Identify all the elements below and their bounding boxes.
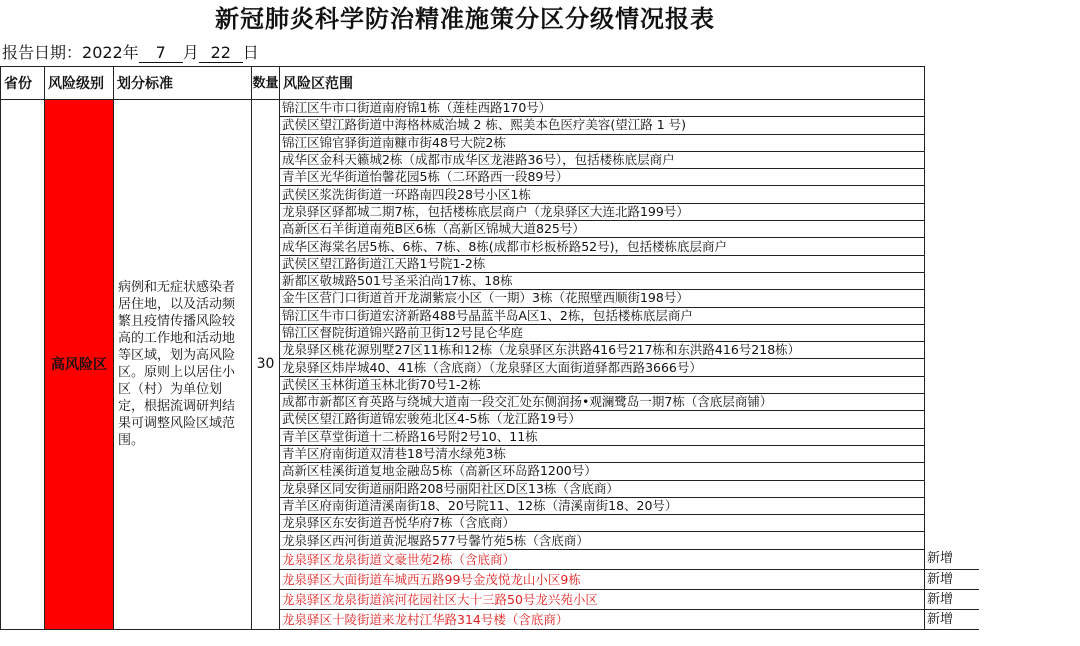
new-tag: 新增 [925,609,979,629]
risk-area-item: 龙泉驿区桃花源别墅27区11栋和12栋（龙泉驿区东洪路416号217栋和东洪路416号218栋） [280,342,925,359]
blank-cell [925,428,979,445]
blank-cell [925,463,979,480]
risk-area-item: 高新区石羊街道南苑B区6栋（高新区锦城大道825号） [280,221,925,238]
province-cell [1,100,45,630]
report-year-suffix: 年 [122,43,139,62]
risk-area-item: 锦江区锦官驿街道南糠市街48号大院2栋 [280,134,925,151]
table-header-row [1,67,979,100]
risk-level-cell: 高风险区 [45,100,114,630]
risk-area-item: 金牛区营门口街道首开龙湖紫宸小区（一期）3栋（花照壁西顺街198号） [280,290,925,307]
blank-cell [925,151,979,168]
blank-cell [925,255,979,272]
blank-cell [925,290,979,307]
risk-area-item: 武侯区望江路街道锦宏骏苑北区4-5栋（龙江路19号） [280,411,925,428]
report-date-label: 报告日期： [2,43,83,62]
blank-cell [925,376,979,393]
report-year: 2022 [82,43,123,62]
risk-area-item: 龙泉驿区同安街道丽阳路208号丽阳社区D区13栋（含底商） [280,480,925,497]
blank-cell [925,359,979,376]
risk-area-item: 成华区海棠名居5栋、6栋、7栋、8栋(成都市杉板桥路52号)，包括楼栋底层商户 [280,238,925,255]
report-day-suffix: 日 [242,43,259,62]
new-tag: 新增 [925,549,979,569]
blank-cell [925,272,979,289]
risk-area-item: 锦江区牛市口街道宏济新路488号晶蓝半岛A区1、2栋，包括楼栋底层商户 [280,307,925,324]
header-areas: 风险区范围 [280,67,925,100]
blank-cell [925,134,979,151]
blank-cell [925,342,979,359]
risk-area-item: 龙泉驿区西河街道黄泥堰路577号馨竹苑5栋（含底商） [280,532,925,549]
new-risk-area-item: 龙泉驿区龙泉街道滨河花园社区大十三路50号龙兴苑小区 [280,589,925,609]
report-date [2,42,259,64]
page-title: 新冠肺炎科学防治精准施策分区分级情况报表 [215,5,715,33]
blank-cell [925,307,979,324]
risk-area-item: 青羊区草堂街道十二桥路16号附2号10、11栋 [280,428,925,445]
header-count: 数量 [252,67,280,100]
risk-area-item: 龙泉驿区炜岸城40、41栋（含底商）（龙泉驿区大面街道驿都西路3666号） [280,359,925,376]
risk-area-item: 锦江区督院街道锦兴路前卫街12号昆仑华庭 [280,324,925,341]
blank-cell [925,221,979,238]
report-month: 7 [139,44,183,63]
risk-area-item: 龙泉驿区东安街道吾悦华府7栋（含底商） [280,515,925,532]
risk-area-item: 武侯区浆洗街街道一环路南四段28号小区1栋 [280,186,925,203]
risk-area-item: 青羊区府南街道双清巷18号清水绿苑3栋 [280,445,925,462]
table-row [1,100,979,117]
risk-area-item: 武侯区望江路街道江天路1号院1-2栋 [280,255,925,272]
new-tag: 新增 [925,589,979,609]
header-blank [925,67,979,100]
new-tag: 新增 [925,569,979,589]
blank-cell [925,238,979,255]
blank-cell [925,394,979,411]
blank-cell [925,532,979,549]
blank-cell [925,203,979,220]
risk-area-item: 成华区金科天籁城2栋（成都市成华区龙港路36号），包括楼栋底层商户 [280,151,925,168]
blank-cell [925,497,979,514]
blank-cell [925,445,979,462]
risk-area-item: 武侯区望江路街道中海格林威治城 2 栋、熙美本色医疗美容(望江路 1 号) [280,117,925,134]
risk-area-item: 青羊区光华街道怡馨花园5栋（二环路西一段89号） [280,169,925,186]
blank-cell [925,411,979,428]
blank-cell [925,117,979,134]
blank-cell [925,169,979,186]
header-level: 风险级别 [45,67,114,100]
report-month-suffix: 月 [182,43,199,62]
header-criteria: 划分标准 [114,67,252,100]
new-risk-area-item: 龙泉驿区十陵街道来龙村江华路314号楼（含底商） [280,609,925,629]
header-province: 省份 [1,67,45,100]
risk-area-item: 高新区桂溪街道复地金融岛5栋（高新区环岛路1200号） [280,463,925,480]
blank-cell [925,515,979,532]
risk-area-item: 武侯区玉林街道玉林北街70号1-2栋 [280,376,925,393]
report-day: 22 [199,44,243,63]
blank-cell [925,324,979,341]
risk-area-item: 龙泉驿区驿都城二期7栋，包括楼栋底层商户（龙泉驿区大连北路199号） [280,203,925,220]
risk-area-item: 新都区敬城路501号圣采泊尚17栋、18栋 [280,272,925,289]
blank-cell [925,100,979,117]
risk-area-item: 成都市新都区育英路与绕城大道南一段交汇处东侧润扬•观澜鹭岛一期7栋（含底层商铺） [280,394,925,411]
risk-area-item: 青羊区府南街道清溪南街18、20号院11、12栋（清溪南街18、20号） [280,497,925,514]
new-risk-area-item: 龙泉驿区龙泉街道文豪世苑2栋（含底商） [280,549,925,569]
criteria-cell: 病例和无症状感染者居住地，以及活动频繁且疫情传播风险较高的工作地和活动地等区域，划为高风险区。原则上以居住小区（村）为单位划定，根据流调研判结果可调整风险区域范围。 [114,100,252,630]
new-risk-area-item: 龙泉驿区大面街道车城西五路99号金茂悦龙山小区9栋 [280,569,925,589]
risk-area-item: 锦江区牛市口街道南府锦1栋（莲桂西路170号） [280,100,925,117]
count-cell: 30 [252,100,280,630]
risk-area-table [0,66,979,630]
blank-cell [925,480,979,497]
blank-cell [925,186,979,203]
